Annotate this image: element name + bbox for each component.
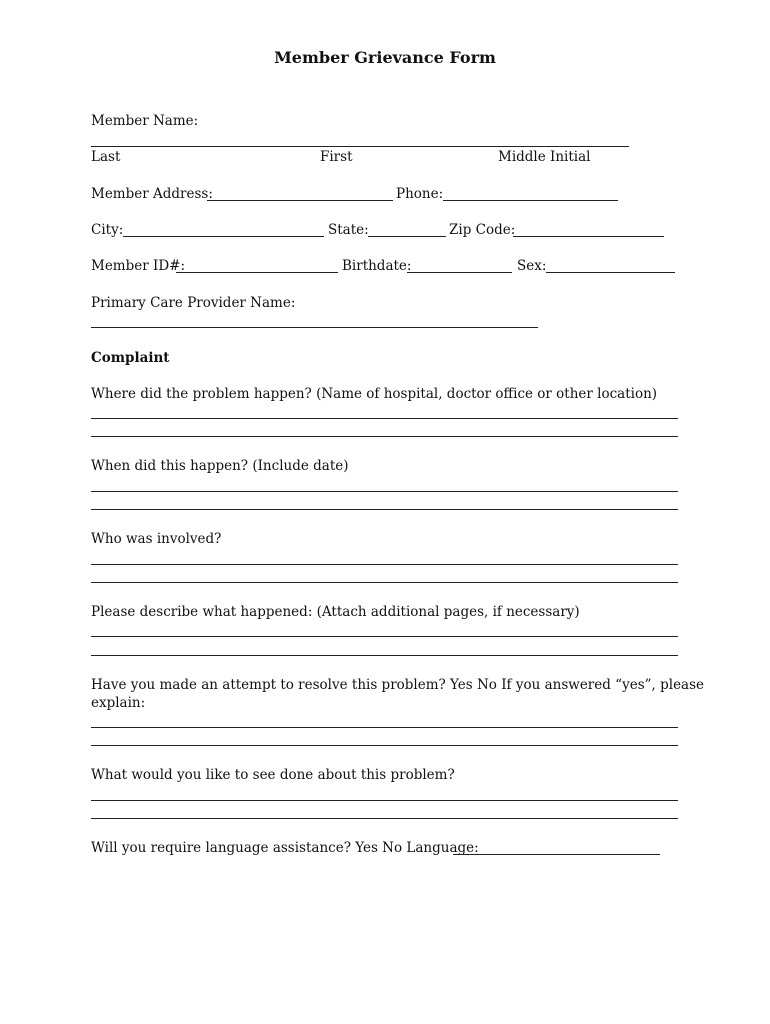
complaint-heading: Complaint [91,350,170,366]
member-address-label: Member Address: [91,186,213,202]
member-address-line[interactable] [207,200,393,201]
birthdate-label: Birthdate: [342,258,412,274]
answer-line[interactable] [91,491,678,492]
birthdate-line[interactable] [407,272,512,273]
state-line[interactable] [368,236,446,237]
zip-code-label: Zip Code: [449,222,516,238]
question-attempt: Have you made an attempt to resolve this problem? Yes No If you answered “yes”, please [91,677,705,693]
question-attempt-continued: explain: [91,695,146,711]
city-line[interactable] [123,236,324,237]
pcp-label: Primary Care Provider Name: [91,295,296,311]
answer-line[interactable] [91,800,678,801]
question-language: Will you require language assistance? Yes No Language: [91,840,479,856]
zip-code-line[interactable] [513,236,664,237]
answer-line[interactable] [91,636,678,637]
answer-line[interactable] [91,436,678,437]
answer-line[interactable] [91,509,678,510]
answer-line[interactable] [91,745,678,746]
answer-line[interactable] [91,655,678,656]
sex-label: Sex: [517,258,547,274]
question-where: Where did the problem happen? (Name of hospital, doctor office or other location) [91,386,658,402]
language-line[interactable] [453,854,660,855]
question-who: Who was involved? [91,531,222,547]
question-describe: Please describe what happened: (Attach additional pages, if necessary) [91,604,580,620]
city-label: City: [91,222,124,238]
member-name-line[interactable] [91,146,629,147]
answer-line[interactable] [91,727,678,728]
state-label: State: [328,222,369,238]
sex-line[interactable] [546,272,675,273]
pcp-line[interactable] [91,327,538,328]
question-when: When did this happen? (Include date) [91,458,349,474]
answer-line[interactable] [91,818,678,819]
middle-initial-caption: Middle Initial [498,149,591,165]
answer-line[interactable] [91,418,678,419]
first-name-caption: First [320,149,353,165]
member-id-label: Member ID#: [91,258,186,274]
answer-line[interactable] [91,582,678,583]
question-done: What would you like to see done about this problem? [91,767,455,783]
answer-line[interactable] [91,564,678,565]
last-name-caption: Last [91,149,121,165]
form-title: Member Grievance Form [274,48,496,67]
phone-label: Phone: [396,186,444,202]
member-id-line[interactable] [176,272,338,273]
member-name-label: Member Name: [91,113,199,129]
phone-line[interactable] [443,200,618,201]
